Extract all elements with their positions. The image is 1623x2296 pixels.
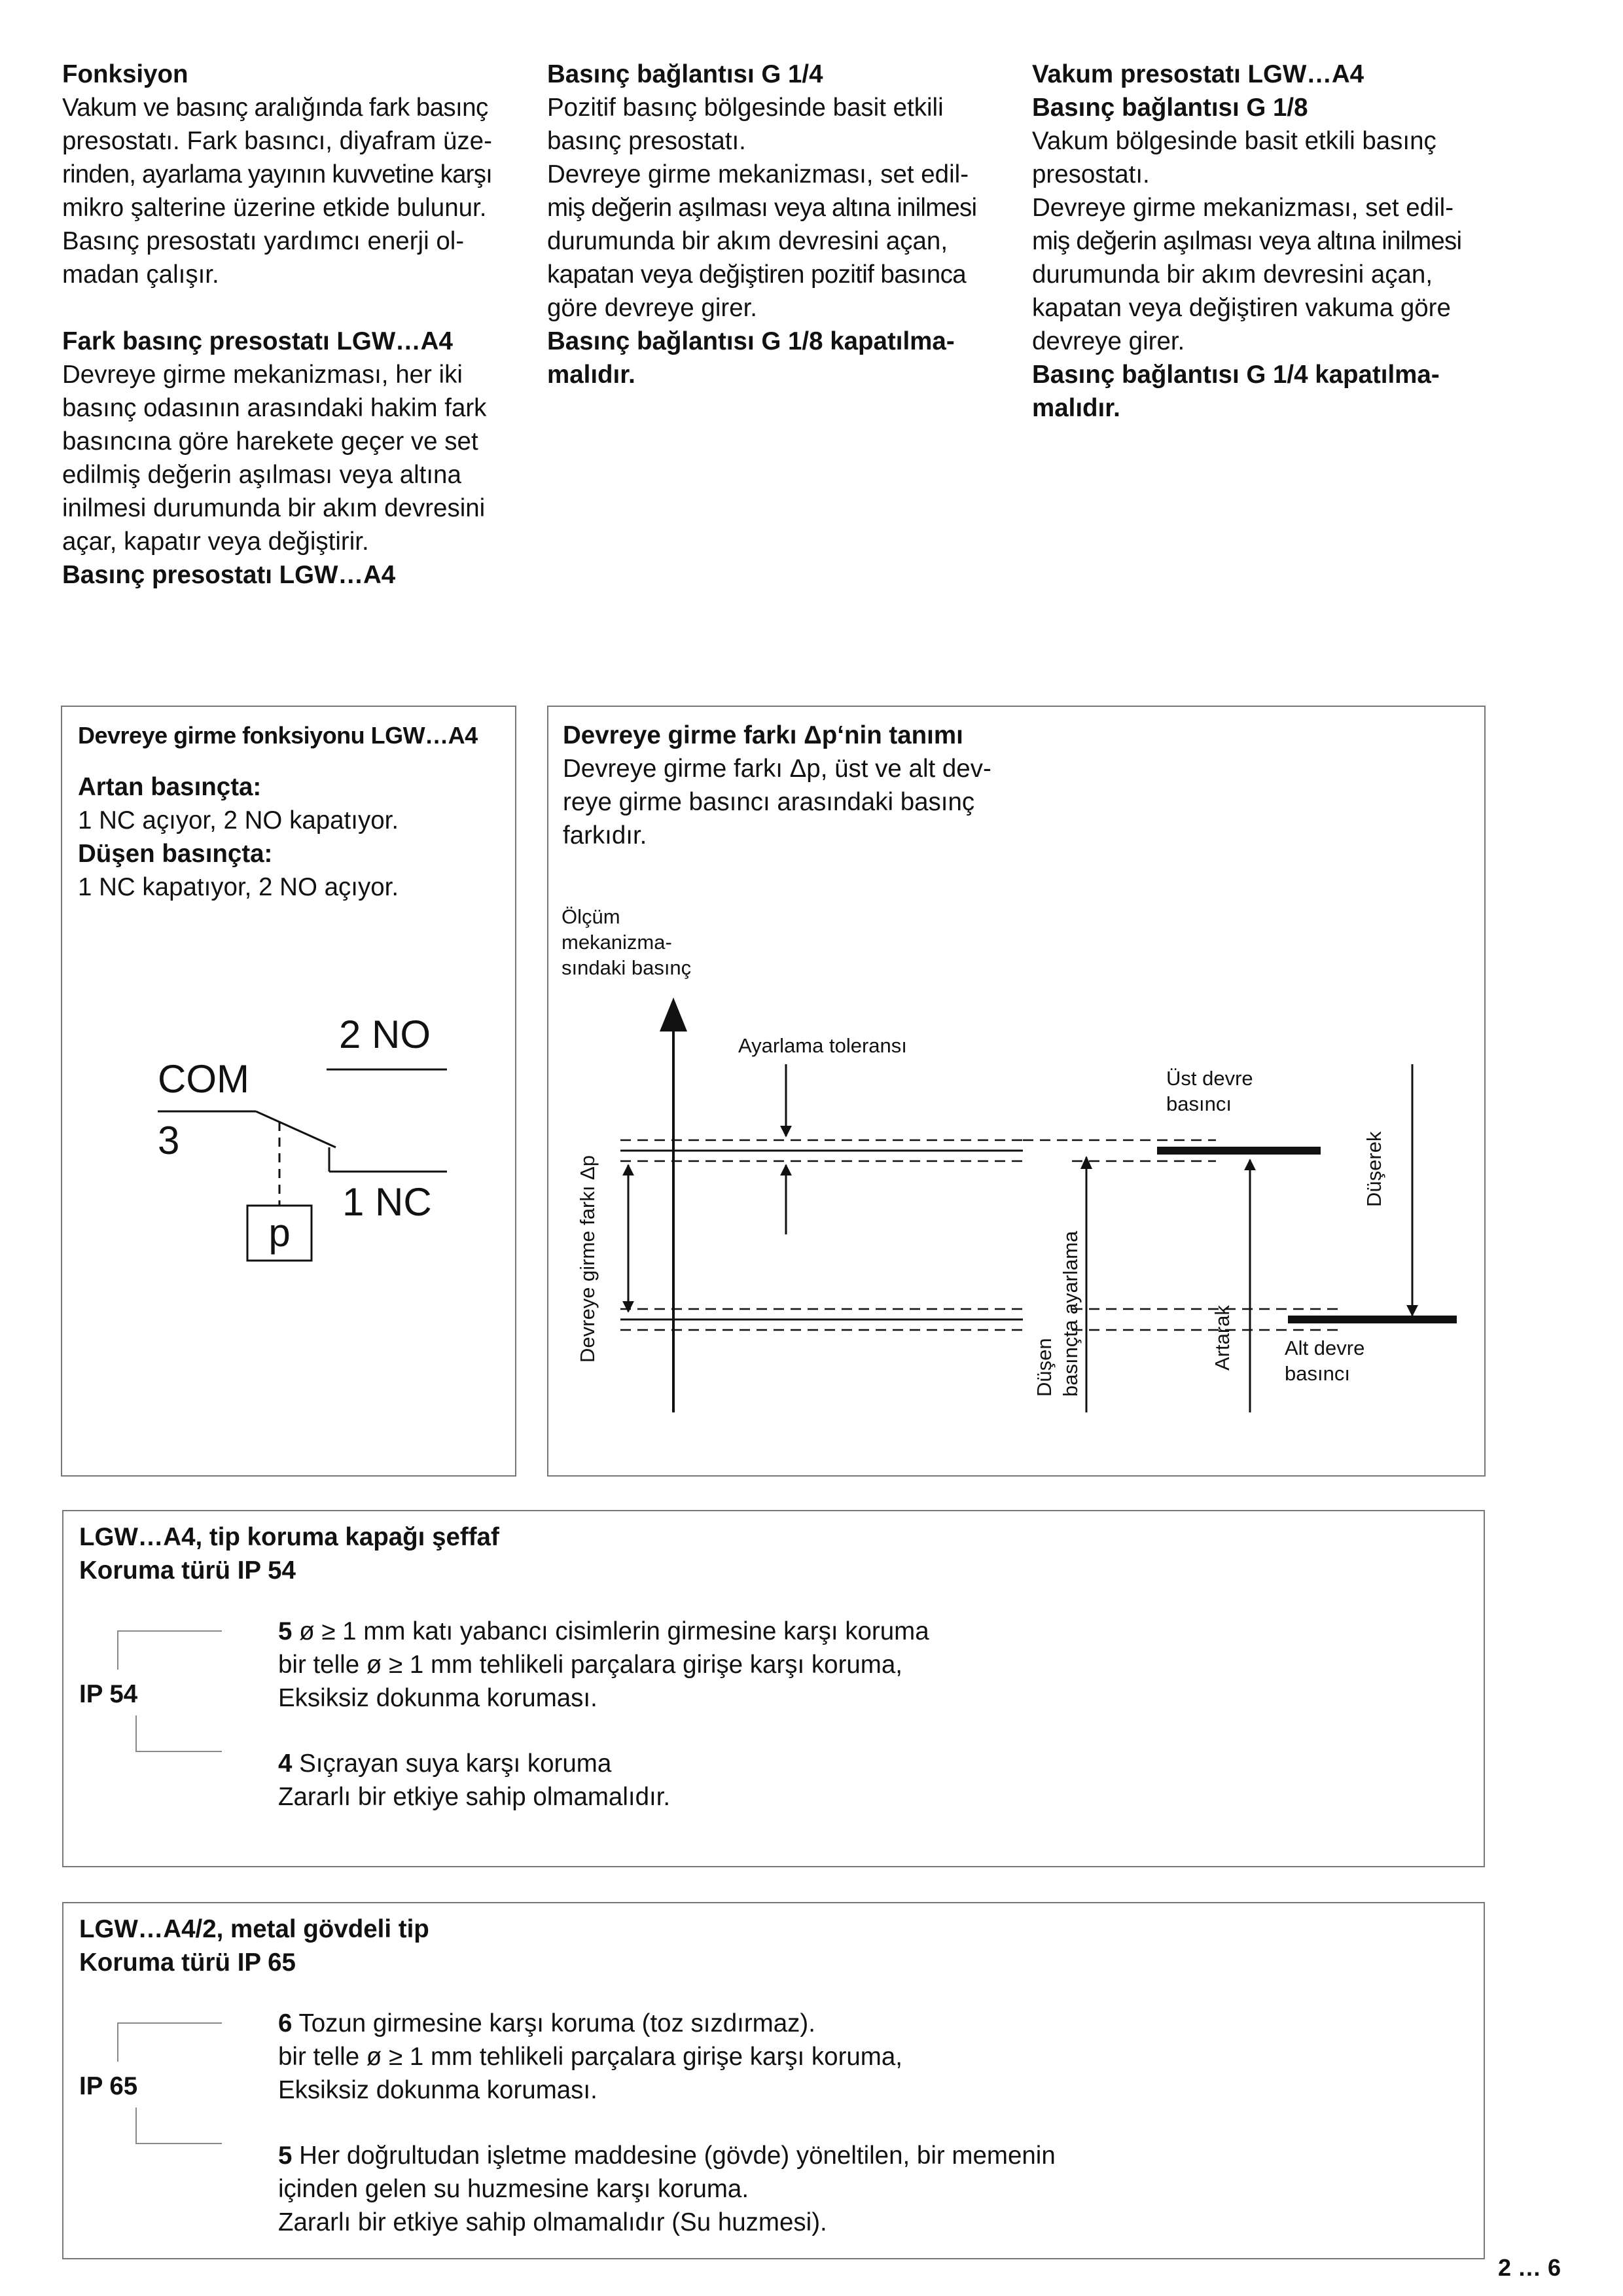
description-line: Eksiksiz dokunma koruması.: [278, 1684, 597, 1712]
ip65-second-digit-text: [278, 2139, 1456, 2239]
paragraph-line: durumunda bir akım devresini açan,: [1032, 260, 1433, 289]
ip54-first-digit-text: [278, 1615, 1456, 1715]
ip54-heading-line: LGW…A4, tip koruma kapağı şeffaf: [79, 1523, 499, 1551]
lower-label-line: basıncı: [1285, 1362, 1350, 1385]
column-3: [1032, 58, 1491, 425]
paragraph-line: basınç odasının arasındaki hakim fark: [62, 394, 487, 422]
description-line: Eksiksiz dokunma koruması.: [278, 2076, 597, 2104]
ip54-code: IP 54: [79, 1680, 138, 1708]
paragraph-line: Pozitif basınç bölgesinde basit etkili: [547, 94, 944, 122]
paragraph-line: rinden, ayarlama yayının kuvvetine karşı: [62, 160, 493, 188]
paragraph-line: basınç presostatı.: [547, 127, 746, 155]
ip65-code: IP 65: [79, 2072, 138, 2100]
description-line: bir telle ø ≥ 1 mm tehlikeli parçalara girişe karşı koruma,: [278, 2043, 902, 2071]
paragraph-line: inilmesi durumunda bir akım devresini: [62, 494, 486, 522]
setting-axis-arrowhead: [1080, 1156, 1092, 1169]
paragraph-line: göre devreye girer.: [547, 294, 758, 322]
paragraph-line: kapatan veya değiştiren vakuma göre: [1032, 294, 1451, 322]
rising-pressure-text: 1 NC açıyor, 2 NO kapatıyor.: [78, 806, 399, 834]
ip54-second-digit-text: [278, 1747, 1456, 1814]
description-line: Sıçrayan suya karşı koruma: [299, 1749, 612, 1778]
falling-label: Düşerek: [1363, 1131, 1385, 1207]
lower-label-line: Alt devre: [1285, 1336, 1365, 1359]
ip54-bracket-top: [117, 1630, 222, 1670]
warning-line: malıdır.: [1032, 394, 1120, 422]
axis-label-line: mekanizma-: [562, 931, 672, 954]
paragraph-line: Devreye girme mekanizması, her iki: [62, 361, 463, 389]
label-3: 3: [158, 1119, 180, 1162]
switching-differential-box: [547, 706, 1486, 1477]
rising-pressure-label: Artan basınçta:: [78, 773, 262, 801]
paragraph-line: madan çalışır.: [62, 260, 219, 289]
page-number: 2 … 6: [1497, 2254, 1561, 2281]
description-line: bir telle ø ≥ 1 mm tehlikeli parçalara girişe karşı koruma,: [278, 1651, 902, 1679]
ip54-heading-line: Koruma türü IP 54: [79, 1556, 296, 1585]
differential-diagram: [548, 707, 1487, 1478]
falling-pressure-label: Düşen basınçta:: [78, 840, 273, 868]
warning-line: malıdır.: [547, 361, 635, 389]
paragraph-line: kapatan veya değiştiren pozitif basınca: [547, 260, 967, 289]
paragraph-line: durumunda bir akım devresini açan,: [547, 227, 948, 255]
description-line: Zararlı bir etkiye sahip olmamalıdır (Su huzmesi).: [278, 2208, 827, 2236]
upper-label-line: Üst devre: [1166, 1067, 1253, 1090]
heading-vacuum-switch: Vakum presostatı LGW…A4: [1032, 60, 1364, 88]
label-com: COM: [158, 1057, 249, 1101]
ip65-heading-line: LGW…A4/2, metal gövdeli tip: [79, 1915, 429, 1943]
paragraph-line: Basınç presostatı yardımcı enerji ol-: [62, 227, 465, 255]
paragraph-line: reye girme basıncı arasındaki basınç: [563, 788, 975, 816]
ip65-protection-box: [62, 1902, 1485, 2259]
ip65-first-digit-text: [278, 2007, 1456, 2107]
label-1-nc: 1 NC: [342, 1180, 432, 1224]
warning-line: Basınç bağlantısı G 1/8 kapatılma-: [547, 327, 955, 355]
label-2-no: 2 NO: [339, 1013, 431, 1056]
paragraph-line: Vakum ve basınç aralığında fark basınç: [62, 94, 488, 122]
heading-differential: Fark basınç presostatı LGW…A4: [62, 327, 453, 355]
ip65-bracket-top: [117, 2022, 222, 2062]
heading-function: Fonksiyon: [62, 60, 188, 88]
label-p: p: [268, 1211, 291, 1255]
paragraph-line: edilmiş değerin aşılması veya altına: [62, 461, 461, 489]
paragraph-line: miş değerin aşılması veya altına inilmesi: [1032, 227, 1462, 255]
paragraph-line: Vakum bölgesinde basit etkili basınç: [1032, 127, 1436, 155]
switching-function-box: [61, 706, 516, 1477]
falling-pressure-text: 1 NC kapatıyor, 2 NO açıyor.: [78, 873, 399, 901]
ip54-protection-box: [62, 1510, 1485, 1867]
column-2: [547, 58, 1007, 391]
switch-lever: [256, 1111, 336, 1147]
description-line: ø ≥ 1 mm katı yabancı cisimlerin girmesine karşı koruma: [299, 1617, 929, 1645]
pressure-axis-arrowhead: [660, 997, 687, 1031]
heading-pressure-switch: Basınç presostatı LGW…A4: [62, 561, 396, 589]
ip65-first-digit: 6: [278, 2009, 293, 2037]
rising-label: Artarak: [1211, 1305, 1234, 1371]
falling-setting-label-line: Düşen: [1033, 1338, 1056, 1397]
paragraph-line: mikro şalterine üzerine etkide bulunur.: [62, 194, 487, 222]
paragraph-line: basıncına göre harekete geçer ve set: [62, 427, 478, 456]
paragraph-line: Devreye girme mekanizması, set edil-: [1032, 194, 1454, 222]
ip65-second-digit: 5: [278, 2142, 293, 2170]
paragraph-line: Devreye girme mekanizması, set edil-: [547, 160, 969, 188]
heading-connection-g18: Basınç bağlantısı G 1/8: [1032, 94, 1308, 122]
falling-setting-label-line: basınçta ayarlama: [1059, 1230, 1082, 1397]
differential-box-title: Devreye girme farkı Δp‘nin tanımı: [563, 721, 963, 749]
description-line: Her doğrultudan işletme maddesine (gövde) yöneltilen, bir memenin: [299, 2142, 1056, 2170]
column-1: [62, 58, 522, 592]
paragraph-line: Devreye girme farkı Δp, üst ve alt dev-: [563, 755, 991, 783]
description-line: Tozun girmesine karşı koruma (toz sızdırmaz).: [298, 2009, 815, 2037]
paragraph-line: presostatı.: [1032, 160, 1150, 188]
heading-connection-g14: Basınç bağlantısı G 1/4: [547, 60, 823, 88]
ip65-bracket-bottom: [135, 2108, 222, 2144]
ip65-heading: [79, 1912, 429, 1979]
description-line: içinden gelen su huzmesine karşı koruma.: [278, 2175, 749, 2203]
ip54-heading: [79, 1520, 499, 1587]
paragraph-line: açar, kapatır veya değiştirir.: [62, 528, 369, 556]
paragraph-line: devreye girer.: [1032, 327, 1185, 355]
ip54-second-digit: 4: [278, 1749, 293, 1778]
ip65-heading-line: Koruma türü IP 65: [79, 1948, 296, 1977]
switch-contact-diagram: [62, 707, 518, 1478]
warning-line: Basınç bağlantısı G 1/4 kapatılma-: [1032, 361, 1440, 389]
description-line: Zararlı bir etkiye sahip olmamalıdır.: [278, 1783, 671, 1811]
axis-label-line: Ölçüm: [562, 905, 620, 928]
axis-label-line: sındaki basınç: [562, 956, 692, 979]
delta-p-label: Devreye girme farkı Δp: [576, 1155, 599, 1363]
ip54-bracket-bottom: [135, 1715, 222, 1752]
paragraph-line: presostatı. Fark basıncı, diyafram üze-: [62, 127, 492, 155]
paragraph-line: miş değerin aşılması veya altına inilmesi: [547, 194, 977, 222]
upper-label-line: basıncı: [1166, 1092, 1232, 1115]
paragraph-line: farkıdır.: [563, 821, 647, 850]
ip54-first-digit: 5: [278, 1617, 293, 1645]
function-box-title: Devreye girme fonksiyonu LGW…A4: [78, 722, 478, 749]
tolerance-label: Ayarlama toleransı: [738, 1034, 907, 1057]
